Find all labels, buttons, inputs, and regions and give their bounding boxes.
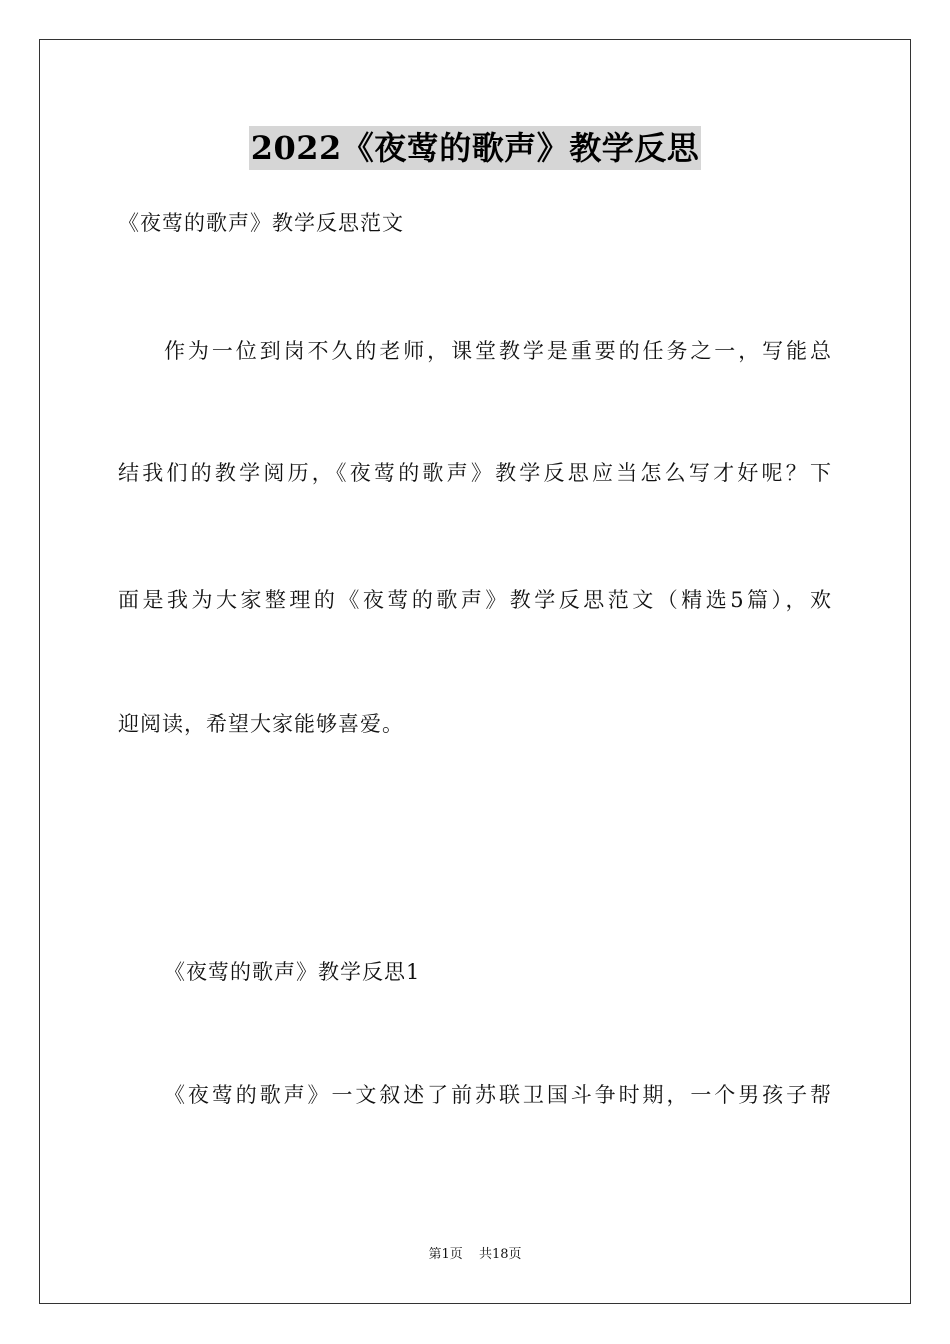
title-container	[0, 126, 950, 170]
document-subtitle: 《夜莺的歌声》教学反思范文	[118, 211, 404, 235]
page-footer	[0, 1246, 950, 1264]
intro-line-1: 作为一位到岗不久的老师，课堂教学是重要的任务之一，写能总	[164, 339, 832, 363]
section-heading: 《夜莺的歌声》教学反思1	[164, 960, 421, 984]
document-title: 2022《夜莺的歌声》教学反思	[249, 126, 702, 170]
intro-line-4: 迎阅读，希望大家能够喜爱。	[118, 712, 404, 736]
intro-line-3: 面是我为大家整理的《夜莺的歌声》教学反思范文（精选5篇），欢	[118, 588, 832, 612]
body-line-1: 《夜莺的歌声》一文叙述了前苏联卫国斗争时期，一个男孩子帮	[164, 1083, 832, 1107]
intro-line-2: 结我们的教学阅历，《夜莺的歌声》教学反思应当怎么写才好呢？下	[118, 461, 832, 485]
page-number: 第1页	[428, 1247, 463, 1262]
total-pages: 共18页	[478, 1247, 522, 1262]
